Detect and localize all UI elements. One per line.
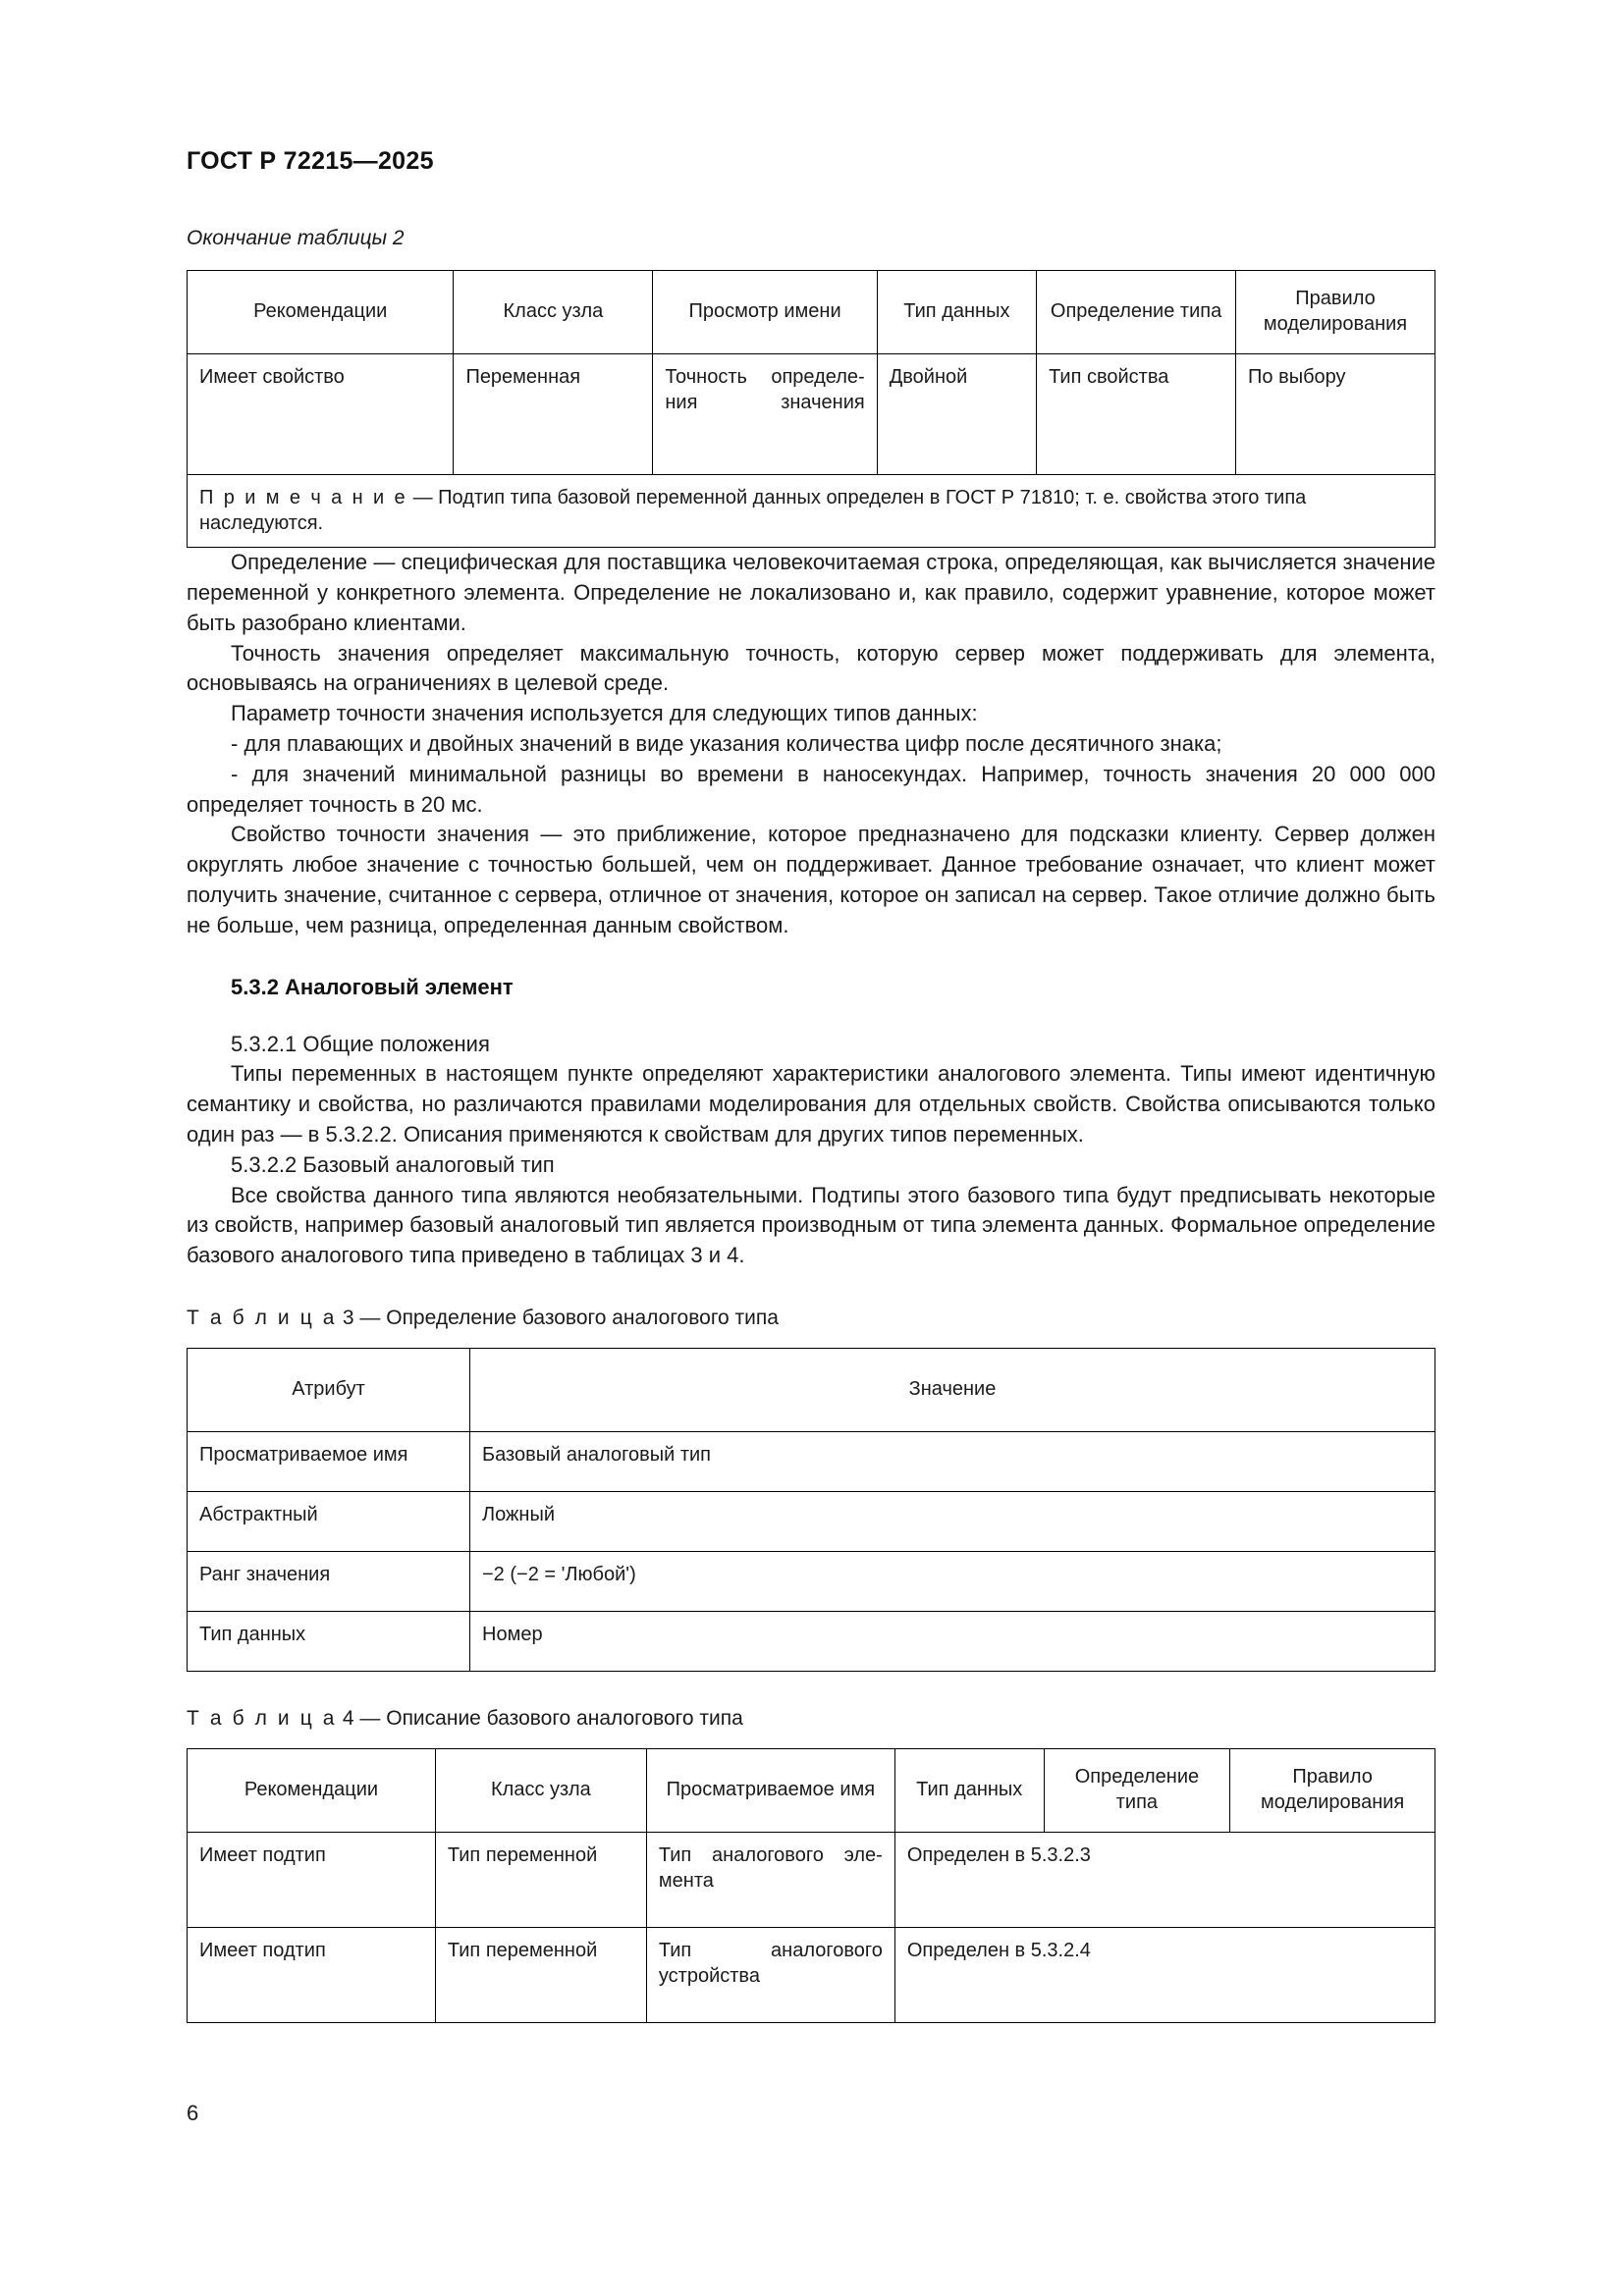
table2-header-cell: Тип данных (877, 271, 1036, 354)
table3-attribute-cell: Просматриваемое имя (188, 1431, 470, 1491)
clause-5-3-2-1-title: 5.3.2.1 Общие положения (231, 1031, 490, 1056)
table-3-caption-lead: Т а б л и ц а (187, 1306, 338, 1329)
page-number: 6 (187, 2101, 199, 2125)
table2-cell: Точность определения значения (653, 354, 877, 475)
list-item-float-double: - для плавающих и двойных значений в виде указания количества цифр после десятичного знака; (231, 730, 1222, 756)
table4-cell: Определен в 5.3.2.3 (894, 1832, 1435, 1927)
clause-5-3-2-2-text: Все свойства данного типа являются необязательными. Подтипы этого базового типа будут предписывать некоторые из свойств, например базовый аналоговый тип является производным от типа элемента данных. Формальное определение базового аналогового типа приведено в таблицах 3 и 4. (187, 1182, 1435, 1268)
table2-cell: По выбору (1236, 354, 1435, 475)
table3-header-cell: Атрибут (188, 1348, 470, 1431)
table3-attribute-cell: Тип данных (188, 1611, 470, 1671)
clause-5-3-2-2-title: 5.3.2.2 Базовый аналоговый тип (231, 1151, 555, 1177)
note-text: — Подтип типа базовой переменной данных определен в ГОСТ Р 71810; т. е. свойства этого типа наследуются. (199, 487, 1307, 534)
table2-header-cell: Правило моделирования (1236, 271, 1435, 354)
table-row (188, 1491, 1435, 1551)
table3-header-cell: Значение (470, 1348, 1435, 1431)
table-row (188, 1927, 1435, 2022)
table4-header-cell: Просматриваемое имя (646, 1748, 894, 1832)
table4-header-cell: Определение типа (1044, 1748, 1230, 1832)
table4-header-cell: Правило моделирования (1230, 1748, 1435, 1832)
paragraph-definition: Определение — специфическая для поставщика человекочитаемая строка, определяющая, как вычисляется значение переменной у конкретного элемента. Определение не локализовано и, как правило, содержит уравнение, которое может быть разобрано клиентами. (187, 550, 1435, 635)
table3-attribute-cell: Абстрактный (188, 1491, 470, 1551)
paragraph-approximation: Свойство точности значения — это приближение, которое предназначено для подсказки клиенту. Сервер должен округлять любое значение с точностью большей, чем он поддерживает. Данное требование означает, что клиент может получить значение, считанное с сервера, отличное от значения, которое он записал на сервер. Такое отличие должно быть не больше, чем разница, определенная данным свойством. (187, 822, 1435, 937)
clause-5-3-2-1-text: Типы переменных в настоящем пункте определяют характеристики аналогового элемента. Типы имеют идентичную семантику и свойства, но различаются правилами моделирования для отдельных свойств. Свойства описываются только один раз — в 5.3.2.2. Описания применяются к свойствам для других типов переменных. (187, 1061, 1435, 1147)
table-row (188, 1551, 1435, 1611)
table3-value-cell: Базовый аналоговый тип (470, 1431, 1435, 1491)
table4-cell: Определен в 5.3.2.4 (894, 1927, 1435, 2022)
table-4-caption (187, 1707, 1435, 1731)
table2-header-cell: Класс узла (454, 271, 653, 354)
table4-cell: Тип аналогового элемента (646, 1832, 894, 1927)
paragraph-precision-parameter: Параметр точности значения используется для следующих типов данных: (231, 701, 978, 726)
table2-continuation-caption: Окончание таблицы 2 (187, 227, 405, 249)
table3-value-cell: Ложный (470, 1491, 1435, 1551)
table4-cell: Тип переменной (435, 1927, 646, 2022)
table2-cell: Переменная (454, 354, 653, 475)
table3-value-cell: Номер (470, 1611, 1435, 1671)
note-label: П р и м е ч а н и е (199, 487, 408, 508)
table4-cell: Имеет подтип (188, 1927, 436, 2022)
table2-header-cell: Рекомендации (188, 271, 454, 354)
table-row (188, 1431, 1435, 1491)
table2-header-cell: Определение типа (1037, 271, 1236, 354)
table4-header-cell: Класс узла (435, 1748, 646, 1832)
page-content (187, 147, 1435, 2023)
table-header-row (188, 1348, 1435, 1431)
table4-cell: Тип переменной (435, 1832, 646, 1927)
table-note-row (188, 475, 1435, 548)
running-header: ГОСТ Р 72215—2025 (187, 147, 434, 175)
table4-cell: Имеет подтип (188, 1832, 436, 1927)
table-3-caption (187, 1307, 1435, 1330)
table4-cell: Тип аналогового устройства (646, 1927, 894, 2022)
table2-note-cell (188, 475, 1435, 548)
table-header-row (188, 271, 1435, 354)
table3-attribute-cell: Ранг значения (188, 1551, 470, 1611)
table-row (188, 354, 1435, 475)
table-3 (187, 1348, 1435, 1672)
table3-value-cell: −2 (−2 = 'Любой') (470, 1551, 1435, 1611)
table-4-caption-lead: Т а б л и ц а (187, 1706, 338, 1730)
table-2-continuation (187, 270, 1435, 548)
table-4-caption-rest: 4 — Описание базового аналогового типа (337, 1706, 743, 1730)
table4-header-cell: Тип данных (894, 1748, 1044, 1832)
list-item-time-delta: - для значений минимальной разницы во времени в наносекундах. Например, точность значения 20 000 000 определяет точность в 20 мс. (187, 761, 1435, 817)
table2-cell: Двойной (877, 354, 1036, 475)
clause-5-3-2-heading: 5.3.2 Аналоговый элемент (231, 974, 514, 999)
table2-cell: Имеет свойство (188, 354, 454, 475)
table4-header-cell: Рекомендации (188, 1748, 436, 1832)
table2-header-cell: Просмотр имени (653, 271, 877, 354)
table-4 (187, 1748, 1435, 2023)
table2-cell: Тип свойства (1037, 354, 1236, 475)
paragraph-value-precision: Точность значения определяет максимальную точность, которую сервер может поддерживать для элемента, основываясь на ограничениях в целевой среде. (187, 640, 1435, 696)
table-header-row (188, 1748, 1435, 1832)
table-row (188, 1611, 1435, 1671)
table-row (188, 1832, 1435, 1927)
table-3-caption-rest: 3 — Определение базового аналогового типа (337, 1306, 779, 1329)
